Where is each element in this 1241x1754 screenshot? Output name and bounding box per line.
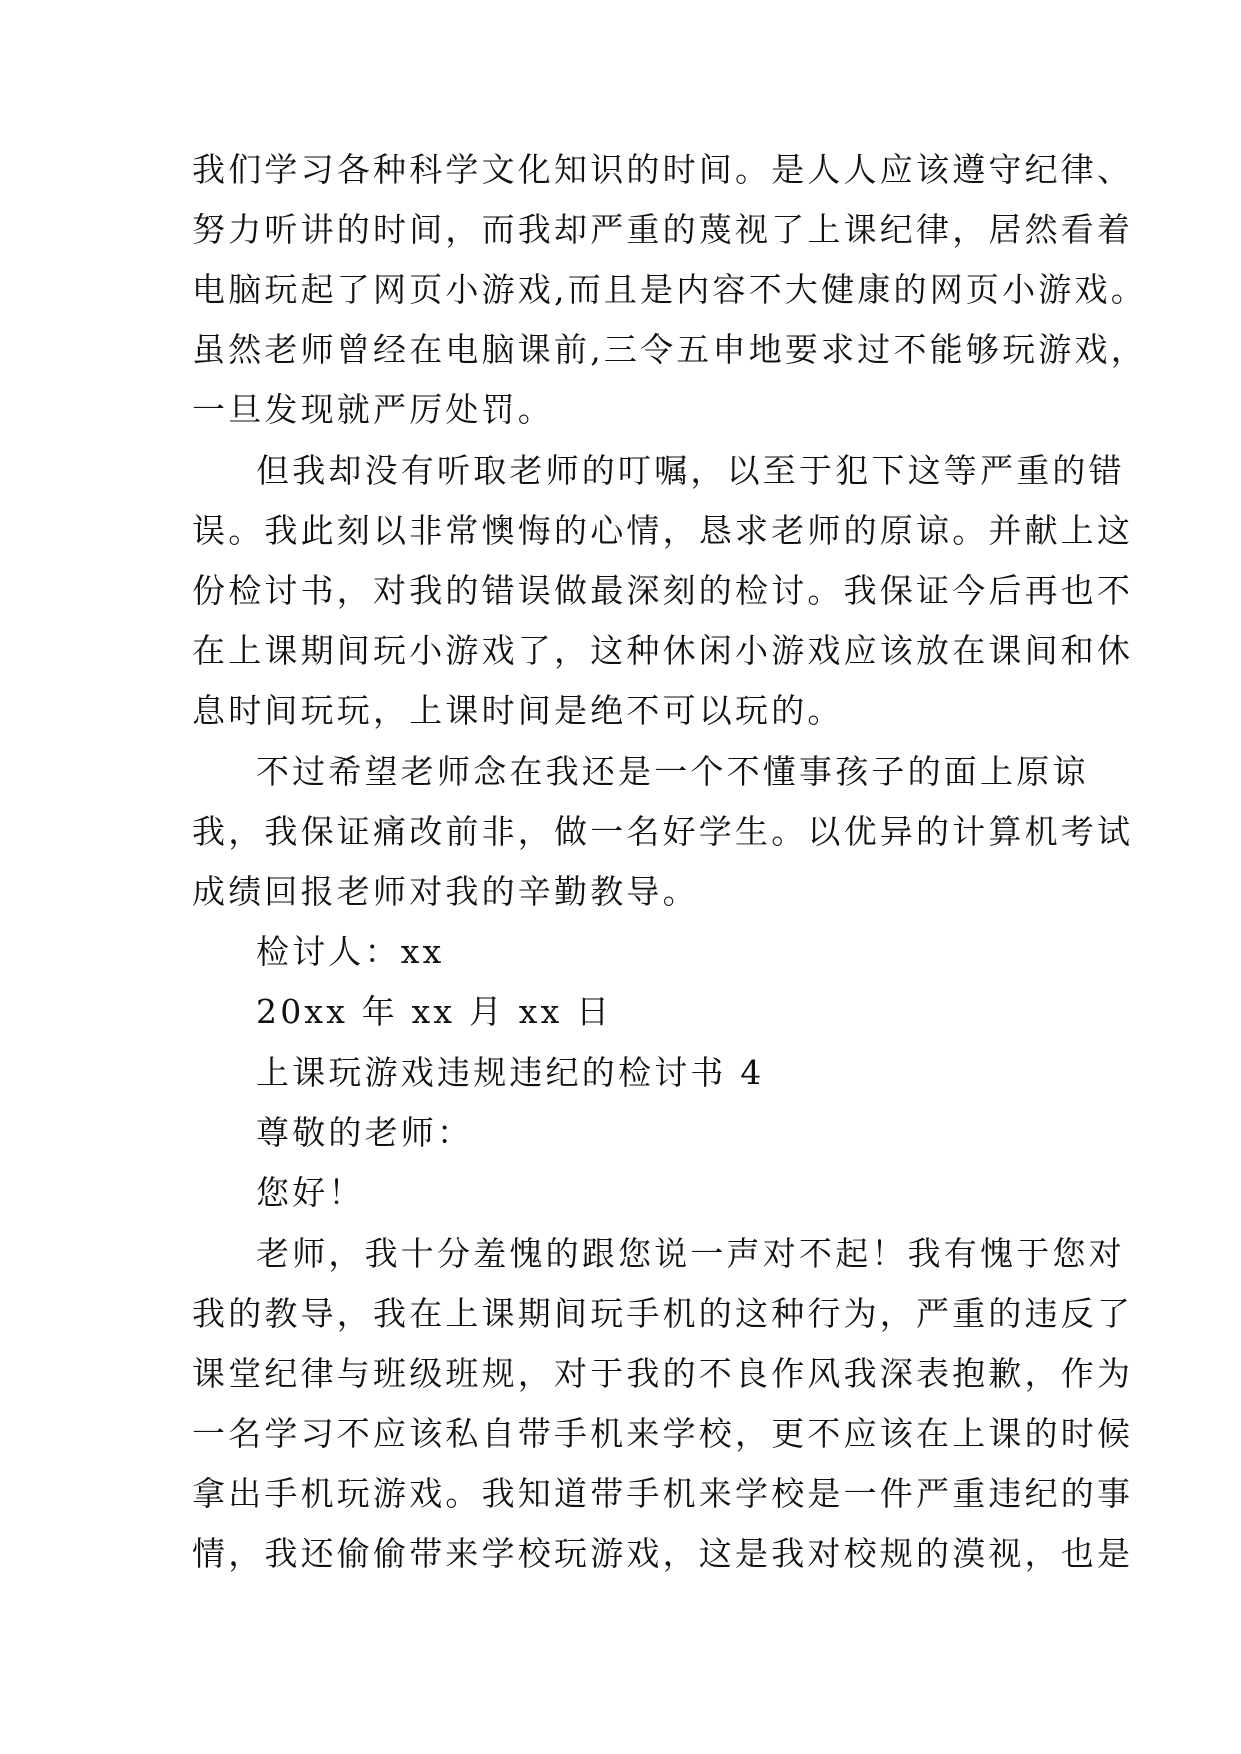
- text-line: 我的教导，我在上课期间玩手机的这种行为，严重的违反了: [192, 1294, 1134, 1333]
- date-line: 20xx 年 xx 月 xx 日: [256, 992, 613, 1031]
- text-line: 努力听讲的时间，而我却严重的蔑视了上课纪律，居然看着: [192, 210, 1134, 249]
- paragraph-start-line: 不过希望老师念在我还是一个不懂事孩子的面上原谅: [256, 752, 1089, 791]
- text-line: 在上课期间玩小游戏了，这种休闲小游戏应该放在课间和休: [192, 631, 1134, 670]
- text-line: 电脑玩起了网页小游戏,而且是内容不大健康的网页小游戏。: [192, 270, 1147, 309]
- text-line: 我们学习各种科学文化知识的时间。是人人应该遵守纪律、: [192, 150, 1134, 189]
- text-line: 课堂纪律与班级班规，对于我的不良作风我深表抱歉，作为: [192, 1354, 1134, 1393]
- paragraph-start-line: 老师，我十分羞愧的跟您说一声对不起！我有愧于您对: [256, 1234, 1125, 1273]
- text-line: 拿出手机玩游戏。我知道带手机来学校是一件严重违纪的事: [192, 1474, 1134, 1513]
- signer-line: 检讨人：xx: [256, 932, 445, 971]
- text-line: 情，我还偷偷带来学校玩游戏，这是我对校规的漠视，也是: [192, 1534, 1134, 1573]
- paragraph-start-line: 但我却没有听取老师的叮嘱，以至于犯下这等严重的错: [256, 451, 1125, 490]
- text-line: 份检讨书，对我的错误做最深刻的检讨。我保证今后再也不: [192, 571, 1134, 610]
- text-line: 误。我此刻以非常懊悔的心情，恳求老师的原谅。并献上这: [192, 511, 1134, 550]
- salutation: 尊敬的老师：: [256, 1113, 474, 1152]
- section-title: 上课玩游戏违规违纪的检讨书 4: [256, 1053, 765, 1092]
- text-line: 一旦发现就严厉处罚。: [192, 390, 554, 429]
- text-line: 虽然老师曾经在电脑课前,三令五申地要求过不能够玩游戏，: [192, 330, 1147, 369]
- text-line: 息时间玩玩，上课时间是绝不可以玩的。: [192, 691, 844, 730]
- greeting: 您好！: [256, 1173, 365, 1212]
- text-line: 我，我保证痛改前非，做一名好学生。以优异的计算机考试: [192, 812, 1134, 851]
- text-line: 一名学习不应该私自带手机来学校，更不应该在上课的时候: [192, 1414, 1134, 1453]
- text-line: 成绩回报老师对我的辛勤教导。: [192, 872, 699, 911]
